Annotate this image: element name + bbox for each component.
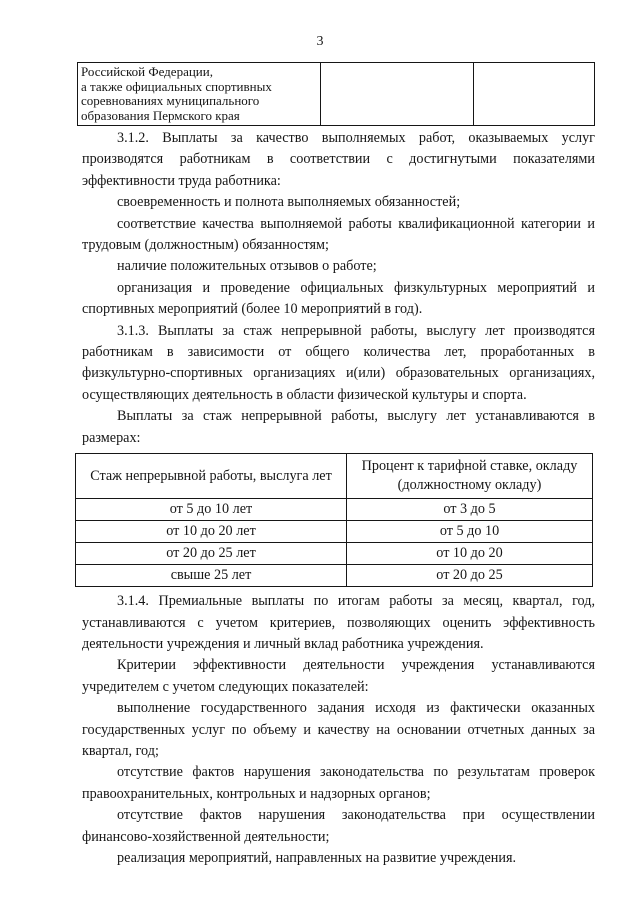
paragraph: соответствие качества выполняемой работы квалификационной категории и трудовым (должностным) обязанностям; bbox=[82, 215, 595, 254]
paragraph: Критерии эффективности деятельности учреждения устанавливаются учредителем с учетом следующих показателей: bbox=[82, 657, 595, 695]
paragraph: наличие положительных отзывов о работе; bbox=[117, 258, 377, 275]
paragraph: 3.1.2. Выплаты за качество выполняемых работ, оказываемых услуг производятся работникам в соответствии с достигнутыми показателями эффективности труда работника: bbox=[82, 130, 595, 189]
page-number: 3 bbox=[316, 34, 324, 49]
paragraph: 3.1.4. Премиальные выплаты по итогам работы за месяц, квартал, год, устанавливаются с учетом критериев, позволяющих оценить эффективность деятельности учреждения и личный вклад работника учреждения. bbox=[82, 593, 595, 652]
table-row bbox=[76, 543, 593, 565]
table-row bbox=[76, 499, 593, 521]
table-row bbox=[76, 521, 593, 543]
document-body bbox=[82, 128, 595, 869]
table-cell: от 10 до 20 лет bbox=[76, 521, 347, 543]
table-cell: от 20 до 25 bbox=[347, 565, 593, 587]
table-cell bbox=[474, 63, 595, 126]
column-header-percent: Процент к тарифной ставке, окладу (должностному окладу) bbox=[347, 454, 593, 499]
paragraph: своевременность и полнота выполняемых обязанностей; bbox=[117, 194, 461, 211]
paragraph: организация и проведение официальных физкультурных мероприятий и спортивных мероприятий (более 10 мероприятий в год). bbox=[82, 279, 595, 318]
table-cell: от 5 до 10 bbox=[347, 521, 593, 543]
table-cell: от 20 до 25 лет bbox=[76, 543, 347, 565]
paragraph: отсутствие фактов нарушения законодательства при осуществлении финансово-хозяйственной деятельности; bbox=[82, 807, 595, 845]
table-cell bbox=[321, 63, 474, 126]
paragraph: реализация мероприятий, направленных на развитие учреждения. bbox=[117, 849, 517, 866]
paragraph: 3.1.3. Выплаты за стаж непрерывной работы, выслугу лет производятся работникам в зависимости от общего количества лет, проработанных в физкультурно-спортивных организациях и(или) образовательных организациях, осуществляющих деятельность в области физической культуры и спорта. bbox=[82, 322, 595, 403]
table-cell: от 5 до 10 лет bbox=[76, 499, 347, 521]
table-cell: от 3 до 5 bbox=[347, 499, 593, 521]
paragraph: Выплаты за стаж непрерывной работы, выслугу лет устанавливаются в размерах: bbox=[82, 408, 595, 446]
table-cell: от 10 до 20 bbox=[347, 543, 593, 565]
column-header-seniority: Стаж непрерывной работы, выслуга лет bbox=[76, 454, 347, 499]
continued-table bbox=[77, 62, 595, 126]
seniority-pay-table bbox=[75, 453, 593, 587]
table-row bbox=[78, 63, 595, 126]
table-cell: свыше 25 лет bbox=[76, 565, 347, 587]
table-row bbox=[76, 565, 593, 587]
paragraph: выполнение государственного задания исходя из фактически оказанных государственных услуг по объему и качеству на основании отчетных данных за квартал, год; bbox=[82, 700, 595, 759]
paragraph: отсутствие фактов нарушения законодательства по результатам проверок правоохранительных, контрольных и надзорных органов; bbox=[82, 764, 595, 802]
table-header-row bbox=[76, 454, 593, 499]
table-cell: Российской Федерации, а также официальных спортивных соревнованиях муниципального образования Пермского края bbox=[78, 63, 321, 126]
